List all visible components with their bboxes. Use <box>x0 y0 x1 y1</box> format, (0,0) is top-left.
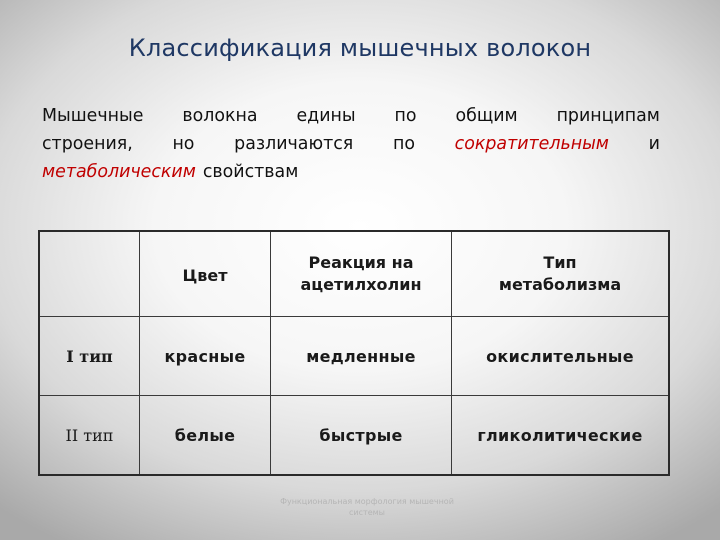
header-metabolism-line1: Тип <box>543 253 577 272</box>
emphasis-metabolic: метаболическим <box>42 162 196 182</box>
slide-title: Классификация мышечных волокон <box>128 34 592 62</box>
fiber-classification-table <box>38 230 670 476</box>
table-cell-metabolism: окислительные <box>486 346 634 366</box>
intro-word: волокна <box>182 106 258 126</box>
intro-line-3 <box>42 158 660 186</box>
intro-line-2 <box>42 130 660 158</box>
emphasis-contractile: сократительным <box>454 134 609 154</box>
header-metabolism-line2: метаболизма <box>498 275 622 294</box>
header-color-label: Цвет <box>182 266 228 285</box>
footer-line-2: системы <box>349 508 385 517</box>
slide-footer <box>252 496 482 518</box>
table-row-label: II тип <box>65 425 114 445</box>
table-cell-reaction: быстрые <box>319 425 403 445</box>
table-row-label: I тип <box>66 346 113 366</box>
intro-word: едины <box>296 106 356 126</box>
table-cell-color: белые <box>174 425 236 445</box>
intro-line-1 <box>42 102 660 130</box>
table-cell-reaction: медленные <box>306 346 416 366</box>
intro-word: строения, <box>42 134 133 154</box>
table-header-empty <box>40 232 139 316</box>
intro-word: и <box>648 134 660 154</box>
intro-word: по <box>392 134 415 154</box>
intro-word: по <box>394 106 417 126</box>
footer-line-1: Функциональная морфология мышечной <box>280 497 454 506</box>
intro-word: свойствам <box>202 162 299 182</box>
table-header-metabolism <box>452 232 668 316</box>
intro-word: принципам <box>556 106 660 126</box>
intro-word: но <box>172 134 195 154</box>
table-header-reaction <box>271 232 451 316</box>
table-cell-metabolism: гликолитические <box>477 425 643 445</box>
table-header-color <box>140 232 270 318</box>
intro-paragraph <box>42 102 660 186</box>
intro-word: общим <box>455 106 518 126</box>
header-reaction-line1: Реакция на <box>308 253 414 272</box>
table-cell-color: красные <box>164 346 246 366</box>
header-reaction-line2: ацетилхолин <box>300 275 422 294</box>
intro-word: Мышечные <box>42 106 144 126</box>
intro-word: различаются <box>234 134 354 154</box>
